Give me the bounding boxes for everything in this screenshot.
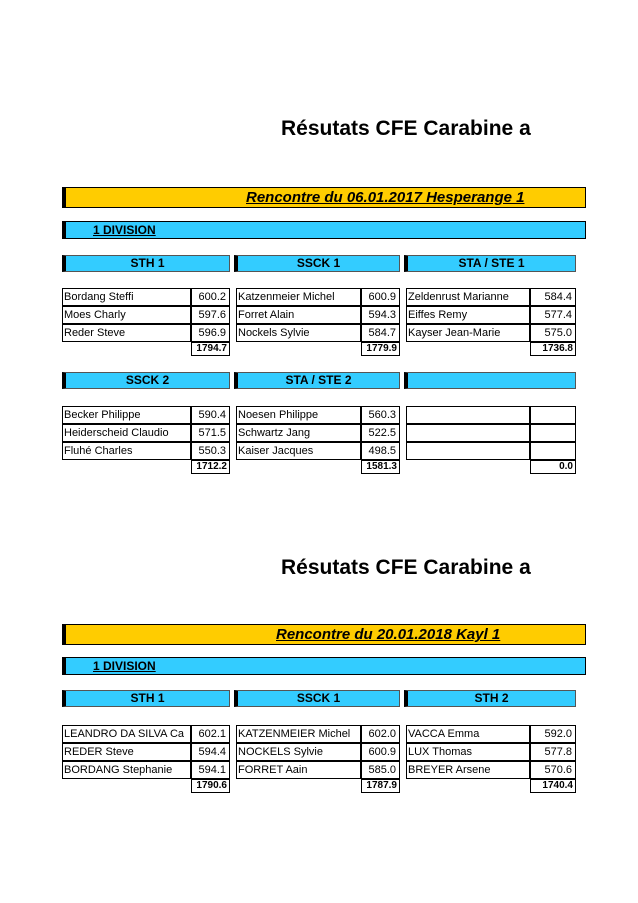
- player-name: Forret Alain: [236, 306, 361, 324]
- player-score: 550.3: [191, 442, 230, 460]
- table-row: [406, 761, 576, 779]
- team-table: [62, 406, 230, 474]
- player-score: 594.1: [191, 761, 230, 779]
- team-total: 0.0: [530, 460, 576, 474]
- player-score: 584.4: [530, 288, 576, 306]
- player-name: [406, 424, 530, 442]
- player-score: 600.9: [361, 288, 400, 306]
- player-name: Kayser Jean-Marie: [406, 324, 530, 342]
- team-header: STA / STE 1: [404, 255, 576, 272]
- table-row: [62, 306, 230, 324]
- team-total: 1581.3: [361, 460, 400, 474]
- player-name: Fluhé Charles: [62, 442, 191, 460]
- table-row: [406, 442, 576, 460]
- table-row: [406, 725, 576, 743]
- player-score: [530, 424, 576, 442]
- player-score: 594.3: [361, 306, 400, 324]
- player-name: BREYER Arsene: [406, 761, 530, 779]
- player-score: 570.6: [530, 761, 576, 779]
- player-name: Nockels Sylvie: [236, 324, 361, 342]
- player-score: 600.2: [191, 288, 230, 306]
- player-name: FORRET Aain: [236, 761, 361, 779]
- team-total: 1736.8: [530, 342, 576, 356]
- table-row: [236, 406, 400, 424]
- player-score: 597.6: [191, 306, 230, 324]
- player-score: 571.5: [191, 424, 230, 442]
- table-row: [406, 288, 576, 306]
- team-table: [236, 725, 400, 793]
- table-row: [236, 424, 400, 442]
- table-row: [406, 324, 576, 342]
- player-score: 577.8: [530, 743, 576, 761]
- team-total: 1790.6: [191, 779, 230, 793]
- player-name: BORDANG Stephanie: [62, 761, 191, 779]
- team-table: [406, 406, 576, 474]
- player-score: [530, 406, 576, 424]
- player-name: Eiffes Remy: [406, 306, 530, 324]
- team-total: 1779.9: [361, 342, 400, 356]
- player-score: 585.0: [361, 761, 400, 779]
- player-score: 600.9: [361, 743, 400, 761]
- table-row: [62, 761, 230, 779]
- team-total: 1787.9: [361, 779, 400, 793]
- division-banner: [62, 657, 586, 675]
- table-row: [62, 288, 230, 306]
- team-header: SSCK 1: [234, 255, 400, 272]
- table-row: [236, 324, 400, 342]
- team-table: [62, 288, 230, 356]
- player-name: [406, 442, 530, 460]
- team-table: [236, 288, 400, 356]
- player-name: REDER Steve: [62, 743, 191, 761]
- table-row: [62, 424, 230, 442]
- division-label: 1 DIVISION: [93, 659, 156, 673]
- player-name: Becker Philippe: [62, 406, 191, 424]
- player-name: [406, 406, 530, 424]
- player-name: LEANDRO DA SILVA Ca: [62, 725, 191, 743]
- player-score: 575.0: [530, 324, 576, 342]
- table-row: [236, 761, 400, 779]
- team-header: [404, 372, 576, 389]
- player-score: 602.1: [191, 725, 230, 743]
- player-score: 560.3: [361, 406, 400, 424]
- team-header: STA / STE 2: [234, 372, 400, 389]
- player-score: 498.5: [361, 442, 400, 460]
- player-score: [530, 442, 576, 460]
- table-row: [236, 725, 400, 743]
- team-header: SSCK 2: [62, 372, 230, 389]
- player-score: 584.7: [361, 324, 400, 342]
- player-name: Zeldenrust Marianne: [406, 288, 530, 306]
- player-score: 596.9: [191, 324, 230, 342]
- division-banner: [62, 221, 586, 239]
- team-header: STH 2: [404, 690, 576, 707]
- table-row: [236, 306, 400, 324]
- table-row: [62, 743, 230, 761]
- player-score: 592.0: [530, 725, 576, 743]
- table-row: [236, 743, 400, 761]
- rencontre-banner: [62, 624, 586, 645]
- team-table: [406, 288, 576, 356]
- team-total: 1712.2: [191, 460, 230, 474]
- player-score: 602.0: [361, 725, 400, 743]
- team-table: [236, 406, 400, 474]
- table-row: [62, 406, 230, 424]
- player-score: 577.4: [530, 306, 576, 324]
- table-row: [236, 442, 400, 460]
- table-row: [406, 306, 576, 324]
- rencontre-label: Rencontre du 06.01.2017 Hesperange 1: [246, 189, 525, 206]
- division-label: 1 DIVISION: [93, 223, 156, 237]
- team-total: 1740.4: [530, 779, 576, 793]
- team-header: STH 1: [62, 255, 230, 272]
- team-header: SSCK 1: [234, 690, 400, 707]
- player-name: NOCKELS Sylvie: [236, 743, 361, 761]
- player-name: Moes Charly: [62, 306, 191, 324]
- table-row: [406, 424, 576, 442]
- section-title: Résutats CFE Carabine a: [281, 556, 531, 579]
- table-row: [406, 743, 576, 761]
- player-name: Reder Steve: [62, 324, 191, 342]
- table-row: [406, 406, 576, 424]
- table-row: [236, 288, 400, 306]
- team-table: [62, 725, 230, 793]
- rencontre-banner: [62, 187, 586, 208]
- player-name: Schwartz Jang: [236, 424, 361, 442]
- table-row: [62, 324, 230, 342]
- player-name: Noesen Philippe: [236, 406, 361, 424]
- player-name: Katzenmeier Michel: [236, 288, 361, 306]
- section-title: Résutats CFE Carabine a: [281, 117, 531, 140]
- player-name: Heiderscheid Claudio: [62, 424, 191, 442]
- player-score: 590.4: [191, 406, 230, 424]
- player-name: VACCA Emma: [406, 725, 530, 743]
- team-total: 1794.7: [191, 342, 230, 356]
- player-name: KATZENMEIER Michel: [236, 725, 361, 743]
- player-name: Bordang Steffi: [62, 288, 191, 306]
- player-name: Kaiser Jacques: [236, 442, 361, 460]
- team-table: [406, 725, 576, 793]
- table-row: [62, 442, 230, 460]
- player-name: LUX Thomas: [406, 743, 530, 761]
- table-row: [62, 725, 230, 743]
- player-score: 522.5: [361, 424, 400, 442]
- rencontre-label: Rencontre du 20.01.2018 Kayl 1: [276, 626, 501, 643]
- player-score: 594.4: [191, 743, 230, 761]
- team-header: STH 1: [62, 690, 230, 707]
